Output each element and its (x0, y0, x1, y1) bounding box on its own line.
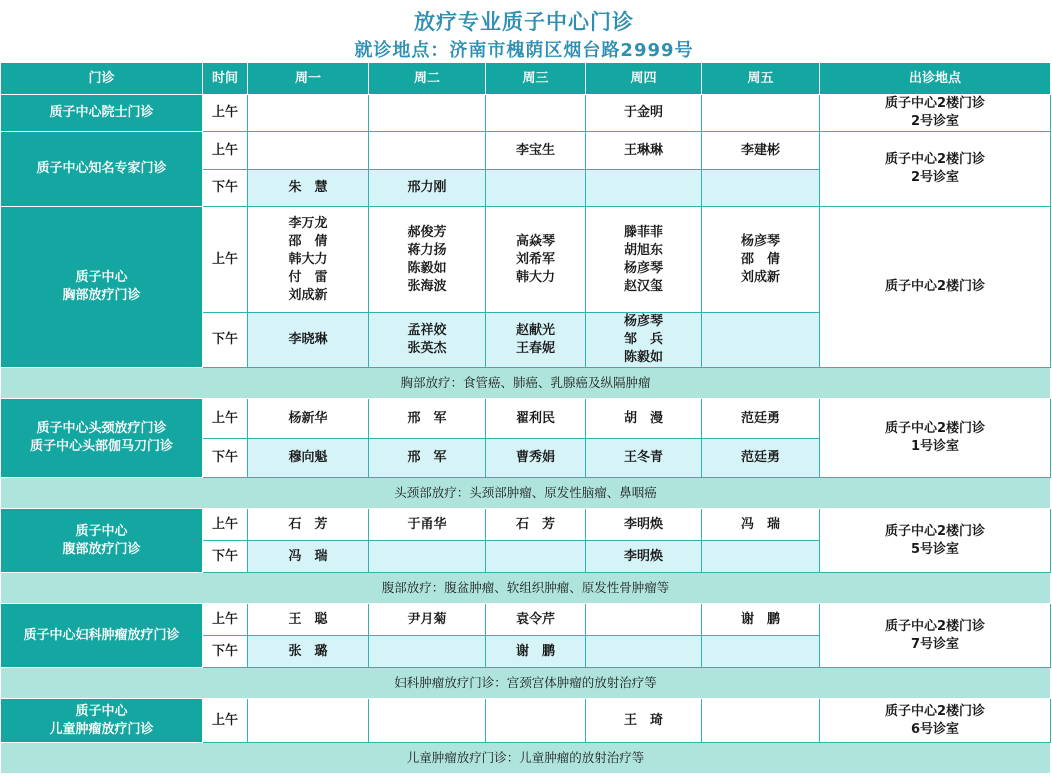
doctor-cell (486, 170, 586, 207)
doctor-cell: 胡 漫 (586, 399, 702, 439)
doctor-cell: 杨彦琴 邵 倩 刘成新 (702, 207, 820, 313)
clinic-name: 质子中心头颈放疗门诊 质子中心头部伽马刀门诊 (1, 399, 203, 478)
clinic-address: 就诊地点：济南市槐荫区烟台路2999号 (354, 40, 694, 61)
time-am: 上午 (203, 699, 248, 743)
time-pm: 下午 (203, 313, 248, 368)
clinic-name: 质子中心 儿童肿瘤放疗门诊 (1, 699, 203, 743)
doctor-cell (702, 313, 820, 368)
doctor-cell: 于甬华 (369, 509, 486, 541)
doctor-cell: 邢 军 (369, 439, 486, 478)
doctor-cell (486, 541, 586, 573)
doctor-cell (369, 636, 486, 668)
time-am: 上午 (203, 604, 248, 636)
header-dept: 门诊 (1, 63, 203, 95)
table-row (1, 95, 1051, 132)
doctor-cell: 曹秀娟 (486, 439, 586, 478)
doctor-cell: 王冬青 (586, 439, 702, 478)
time-pm: 下午 (203, 170, 248, 207)
doctor-cell: 邢力刚 (369, 170, 486, 207)
note-row (1, 478, 1051, 509)
clinic-location: 质子中心2楼门诊 1号诊室 (820, 399, 1051, 478)
doctor-cell: 冯 瑞 (702, 509, 820, 541)
header-location: 出诊地点 (820, 63, 1051, 95)
doctor-cell: 李宝生 (486, 132, 586, 170)
doctor-cell (702, 541, 820, 573)
time-pm: 下午 (203, 636, 248, 668)
doctor-cell (702, 170, 820, 207)
doctor-cell: 杨新华 (248, 399, 369, 439)
clinic-note: 头颈部放疗：头颈部肿瘤、原发性脑瘤、鼻咽癌 (1, 478, 1051, 509)
doctor-cell: 李明焕 (586, 509, 702, 541)
doctor-cell (586, 170, 702, 207)
header-mon: 周一 (248, 63, 369, 95)
header-row (1, 63, 1051, 95)
header-fri: 周五 (702, 63, 820, 95)
note-row (1, 668, 1051, 699)
clinic-name: 质子中心 胸部放疗门诊 (1, 207, 203, 368)
doctor-cell: 李万龙 邵 倩 韩大力 付 雷 刘成新 (248, 207, 369, 313)
time-am: 上午 (203, 95, 248, 132)
schedule-table (0, 62, 1051, 774)
time-pm: 下午 (203, 439, 248, 478)
clinic-location: 质子中心2楼门诊 (820, 207, 1051, 368)
table-row (1, 604, 1051, 636)
doctor-cell: 邢 军 (369, 399, 486, 439)
time-am: 上午 (203, 132, 248, 170)
clinic-name: 质子中心院士门诊 (1, 95, 203, 132)
doctor-cell: 石 芳 (486, 509, 586, 541)
header-tue: 周二 (369, 63, 486, 95)
clinic-location: 质子中心2楼门诊 2号诊室 (820, 95, 1051, 132)
doctor-cell: 高焱琴 刘希军 韩大力 (486, 207, 586, 313)
doctor-cell (369, 132, 486, 170)
doctor-cell: 于金明 (586, 95, 702, 132)
doctor-cell (702, 95, 820, 132)
doctor-cell: 范廷勇 (702, 439, 820, 478)
doctor-cell: 赵献光 王春妮 (486, 313, 586, 368)
doctor-cell (369, 699, 486, 743)
doctor-cell: 滕菲菲 胡旭东 杨彦琴 赵汉玺 (586, 207, 702, 313)
note-row (1, 743, 1051, 774)
doctor-cell (248, 699, 369, 743)
clinic-note: 腹部放疗：腹盆肿瘤、软组织肿瘤、原发性骨肿瘤等 (1, 573, 1051, 604)
clinic-name: 质子中心妇科肿瘤放疗门诊 (1, 604, 203, 668)
doctor-cell: 王琳琳 (586, 132, 702, 170)
clinic-name: 质子中心 腹部放疗门诊 (1, 509, 203, 573)
doctor-cell: 袁令芹 (486, 604, 586, 636)
doctor-cell (486, 699, 586, 743)
doctor-cell: 冯 瑞 (248, 541, 369, 573)
doctor-cell: 谢 鹏 (702, 604, 820, 636)
doctor-cell (369, 541, 486, 573)
clinic-location: 质子中心2楼门诊 5号诊室 (820, 509, 1051, 573)
doctor-cell: 李晓琳 (248, 313, 369, 368)
table-row (1, 399, 1051, 439)
page-title: 放疗专业质子中心门诊 (414, 10, 634, 34)
doctor-cell: 尹月菊 (369, 604, 486, 636)
clinic-note: 妇科肿瘤放疗门诊：宫颈宫体肿瘤的放射治疗等 (1, 668, 1051, 699)
doctor-cell: 石 芳 (248, 509, 369, 541)
doctor-cell (248, 95, 369, 132)
doctor-cell: 朱 慧 (248, 170, 369, 207)
doctor-cell: 孟祥姣 张英杰 (369, 313, 486, 368)
clinic-location: 质子中心2楼门诊 2号诊室 (820, 132, 1051, 207)
table-row (1, 509, 1051, 541)
doctor-cell (248, 132, 369, 170)
time-pm: 下午 (203, 541, 248, 573)
header-time: 时间 (203, 63, 248, 95)
doctor-cell (702, 699, 820, 743)
time-am: 上午 (203, 207, 248, 313)
doctor-cell: 郝俊芳 蒋力扬 陈毅如 张海波 (369, 207, 486, 313)
clinic-note: 儿童肿瘤放疗门诊：儿童肿瘤的放射治疗等 (1, 743, 1051, 774)
doctor-cell: 范廷勇 (702, 399, 820, 439)
clinic-name: 质子中心知名专家门诊 (1, 132, 203, 207)
table-row (1, 207, 1051, 313)
note-row (1, 368, 1051, 399)
doctor-cell (486, 95, 586, 132)
doctor-cell: 杨彦琴 邹 兵 陈毅如 (586, 313, 702, 368)
doctor-cell: 穆向魁 (248, 439, 369, 478)
clinic-location: 质子中心2楼门诊 6号诊室 (820, 699, 1051, 743)
doctor-cell (586, 604, 702, 636)
table-row (1, 132, 1051, 170)
doctor-cell: 翟利民 (486, 399, 586, 439)
time-am: 上午 (203, 399, 248, 439)
doctor-cell: 王 聪 (248, 604, 369, 636)
doctor-cell: 王 琦 (586, 699, 702, 743)
doctor-cell: 张 璐 (248, 636, 369, 668)
header-thu: 周四 (586, 63, 702, 95)
clinic-note: 胸部放疗：食管癌、肺癌、乳腺癌及纵隔肿瘤 (1, 368, 1051, 399)
time-am: 上午 (203, 509, 248, 541)
doctor-cell: 李明焕 (586, 541, 702, 573)
table-row (1, 699, 1051, 743)
note-row (1, 573, 1051, 604)
header-wed: 周三 (486, 63, 586, 95)
doctor-cell (702, 636, 820, 668)
doctor-cell (586, 636, 702, 668)
doctor-cell: 谢 鹏 (486, 636, 586, 668)
doctor-cell: 李建彬 (702, 132, 820, 170)
clinic-location: 质子中心2楼门诊 7号诊室 (820, 604, 1051, 668)
doctor-cell (369, 95, 486, 132)
